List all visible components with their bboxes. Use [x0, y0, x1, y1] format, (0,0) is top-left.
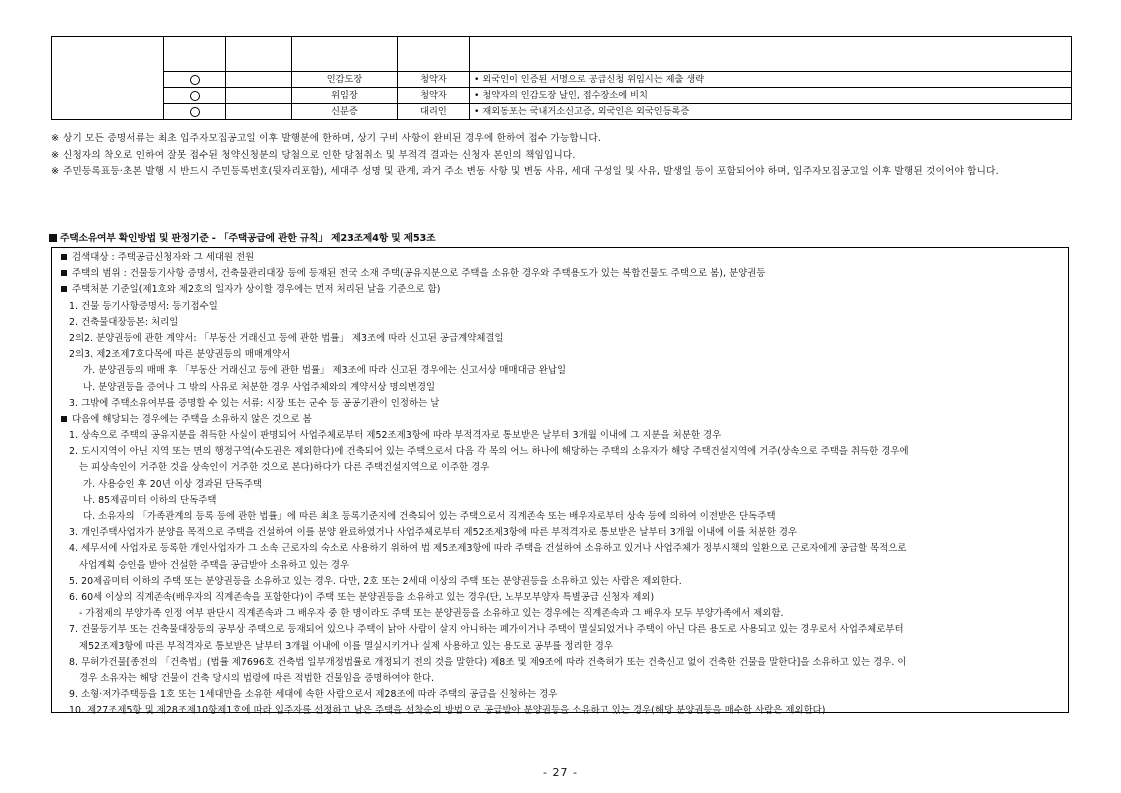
note-item — [51, 131, 1073, 148]
table-cell — [52, 88, 164, 104]
doc-applicant: 대리인 — [398, 104, 470, 120]
criteria-text: 1. 건물 등기사항증명서: 등기접수일 — [69, 300, 218, 312]
reference-mark: ※ — [51, 149, 60, 161]
criteria-line — [61, 541, 1062, 557]
square-bullet-icon — [49, 234, 57, 242]
criteria-text: 5. 20제곱미터 이하의 주택 또는 분양권등을 소유하고 있는 경우. 다만, 2호 또는 2세대 이상의 주택 또는 분양권등을 소유하고 있는 사람은 제외한다. — [69, 575, 682, 587]
note-item — [51, 164, 1073, 181]
table-row — [52, 104, 1072, 120]
criteria-line — [61, 396, 1062, 412]
criteria-line — [61, 380, 1062, 396]
criteria-text: 8. 무허가건물[종전의 「건축법」(법률 제7696호 건축법 일부개정법률로 개정되기 전의 것을 말한다) 제8조 및 제9조에 따라 건축허가 또는 건축신고 없이 건축한 건물을 말한다]을 소유하고 있는 경우. 이 — [69, 656, 907, 668]
criteria-text: 다. 소유자의 「가족관계의 등록 등에 관한 법률」에 따른 최초 등록기준지에 건축되어 있는 주택으로서 직계존속 또는 배우자로부터 상속 등에 의하여 이전받은 단독주택 — [83, 511, 776, 522]
criteria-text: 검색대상 : 주택공급신청자와 그 세대원 전원 — [72, 252, 255, 263]
required-circle-icon — [190, 75, 200, 85]
criteria-text: 6. 60세 이상의 직계존속(배우자의 직계존속을 포함한다)이 주택 또는 분양권등을 소유하고 있는 경우(단, 노부모부양자 특별공급 신청자 제외) — [69, 591, 655, 603]
page-number: - 27 - — [543, 766, 578, 779]
table-cell — [164, 37, 226, 72]
criteria-text: 주택의 범위 : 건물등기사항 증명서, 건축물관리대장 등에 등재된 전국 소재 주택(공유지분으로 주택을 소유한 경우와 주택용도가 있는 복합건물도 주택으로 봄), 분양권등 — [72, 268, 766, 280]
table-cell — [292, 37, 398, 72]
criteria-line — [61, 460, 1062, 476]
criteria-line — [61, 687, 1062, 703]
required-documents-table — [51, 36, 1072, 120]
criteria-line — [61, 622, 1062, 638]
criteria-text: 사업계획 승인을 받아 건설한 주택을 공급받아 소유하고 있는 경우 — [79, 559, 350, 571]
table-cell — [52, 72, 164, 88]
table-cell — [164, 88, 226, 104]
criteria-text: 3. 개인주택사업자가 분양을 목적으로 주택을 건설하여 이를 분양 완료하였거나 사업주체로부터 제52조제3항에 따른 부적격자로 통보받은 날부터 3개월 이내에 이를 처분한 경우 — [69, 527, 798, 539]
criteria-line — [61, 639, 1062, 655]
criteria-line — [61, 558, 1062, 574]
criteria-heading-line — [61, 250, 1062, 266]
criteria-text: 7. 건물등기부 또는 건축물대장등의 공부상 주택으로 등재되어 있으나 주택이 낡아 사람이 살지 아니하는 폐가이거나 주택이 멸실되었거나 주택이 아닌 다른 용도로 사용되고 있는 경우로서 사업주체로부터 — [69, 624, 904, 636]
doc-name: 신분증 — [292, 104, 398, 120]
criteria-text: 다음에 해당되는 경우에는 주택을 소유하지 않은 것으로 봄 — [72, 413, 312, 425]
required-circle-icon — [190, 91, 200, 101]
table-cell — [226, 72, 292, 88]
criteria-line — [61, 525, 1062, 541]
note-text: 신청자의 착오로 인하여 잘못 접수된 청약신청분의 당첨으로 인한 당첨취소 및 부적격 결과는 신청자 본인의 책임입니다. — [63, 149, 576, 161]
table-row — [52, 88, 1072, 104]
doc-applicant: 청약자 — [398, 88, 470, 104]
criteria-text: 제52조제3항에 따른 부적격자로 통보받은 날부터 3개월 이내에 이를 멸실시키거나 실제 사용하고 있는 용도로 공부를 정리한 경우 — [79, 640, 613, 652]
criteria-text: 가. 사용승인 후 20년 이상 경과된 단독주택 — [83, 478, 262, 490]
criteria-text: 는 피상속인이 거주한 것을 상속인이 거주한 것으로 본다)하다가 다른 주택건설지역으로 이주한 경우 — [79, 462, 490, 474]
criteria-text: 2. 건축물대장등본: 처리일 — [69, 316, 179, 328]
criteria-line — [61, 574, 1062, 590]
criteria-line — [61, 444, 1062, 460]
criteria-text: 나. 85제곱미터 이하의 단독주택 — [83, 494, 217, 506]
square-bullet-icon — [61, 254, 67, 260]
section-heading-text: 주택소유여부 확인방법 및 판정기준 - 「주택공급에 관한 규칙」 제23조제4항 및 제53조 — [60, 233, 436, 244]
square-bullet-icon — [61, 416, 67, 422]
criteria-text: 경우 소유자는 해당 건물이 건축 당시의 법령에 따른 적법한 건물임을 증명하여야 한다. — [79, 672, 435, 684]
note-text: 상기 모든 증명서류는 최초 입주자모집공고일 이후 발행분에 한하며, 상기 구비 사항이 완비된 경우에 한하여 접수 가능합니다. — [63, 133, 602, 144]
criteria-line — [61, 299, 1062, 315]
reference-mark: ※ — [51, 133, 60, 144]
criteria-line — [61, 655, 1062, 671]
criteria-line — [61, 671, 1062, 687]
criteria-text: 나. 분양권등을 증여나 그 밖의 사유로 처분한 경우 사업주체와의 계약서상 명의변경일 — [83, 381, 436, 393]
criteria-heading-line — [61, 282, 1062, 298]
square-bullet-icon — [61, 286, 67, 292]
criteria-heading-line — [61, 266, 1062, 282]
criteria-heading-line — [61, 412, 1062, 428]
criteria-box — [51, 247, 1069, 717]
criteria-text: 3. 그밖에 주택소유여부를 증명할 수 있는 서류: 시장 또는 군수 등 공공기관이 인정하는 날 — [69, 397, 440, 409]
table-cell — [226, 37, 292, 72]
doc-applicant: 청약자 — [398, 72, 470, 88]
table-row — [52, 37, 1072, 72]
table-cell — [164, 72, 226, 88]
criteria-text: 2. 도시지역이 아닌 지역 또는 면의 행정구역(수도권은 제외한다)에 건축되어 있는 주택으로서 다음 각 목의 어느 하나에 해당하는 주택의 소유자가 해당 주택건설지역에 거주(상속으로 주택을 취득한 경우에 — [69, 446, 909, 458]
table-cell — [226, 104, 292, 120]
notes-block — [51, 131, 1073, 181]
criteria-line — [61, 363, 1062, 379]
table-row — [52, 72, 1072, 88]
square-bullet-icon — [61, 270, 67, 276]
table-cell — [398, 37, 470, 72]
required-circle-icon — [190, 107, 200, 117]
table-cell — [226, 88, 292, 104]
criteria-text: 1. 상속으로 주택의 공유지분을 취득한 사실이 판명되어 사업주체로부터 제52조제3항에 따라 부적격자로 통보받은 날부터 3개월 이내에 그 지분을 처분한 경우 — [69, 430, 722, 442]
criteria-line — [61, 428, 1062, 444]
criteria-line — [61, 493, 1062, 509]
table-cell — [470, 37, 1072, 72]
doc-name: 위임장 — [292, 88, 398, 104]
doc-note: • 재외동포는 국내거소신고증, 외국인은 외국인등록증 — [470, 104, 1072, 120]
criteria-text: 주택처분 기준일(제1호와 제2호의 일자가 상이할 경우에는 먼저 처리된 날을 기준으로 함) — [72, 284, 441, 296]
note-item — [51, 148, 1073, 165]
table-cell — [164, 104, 226, 120]
section-heading — [49, 230, 435, 244]
criteria-text: - 가점제의 부양가족 인정 여부 판단시 직계존속과 그 배우자 중 한 명이라도 주택 또는 분양권등을 소유하고 있는 경우에는 직계존속과 그 배우자 모두 부양가족에서 제외함. — [79, 608, 784, 620]
doc-note: • 청약자의 인감도장 날인, 접수장소에 비치 — [470, 88, 1072, 104]
table-cell — [52, 37, 164, 72]
criteria-text: 9. 소형·저가주택등을 1호 또는 1세대만을 소유한 세대에 속한 사람으로서 제28조에 따라 주택의 공급을 신청하는 경우 — [69, 689, 558, 701]
criteria-line — [61, 703, 1062, 719]
criteria-text: 2의3. 제2조제7호다목에 따른 분양권등의 매매계약서 — [69, 349, 291, 361]
note-text: 주민등록표등·초본 발행 시 반드시 주민등록번호(뒷자리포함), 세대주 성명 및 관계, 과거 주소 변동 사항 및 변동 사유, 세대 구성일 및 사유, 발생일 등이 포함되어야 하며, 입주자모집공고일 이후 발행된 것이어야 합니다. — [63, 166, 999, 177]
reference-mark: ※ — [51, 166, 60, 177]
criteria-line — [61, 331, 1062, 347]
criteria-text: 10. 제27조제5항 및 제28조제10항제1호에 따라 입주자를 선정하고 남은 주택을 선착순의 방법으로 공급받아 분양권등을 소유하고 있는 경우(해당 분양권등을 매수한 사람은 제외한다) — [69, 705, 826, 717]
criteria-line — [61, 477, 1062, 493]
criteria-line — [61, 606, 1062, 622]
criteria-line — [61, 509, 1062, 525]
doc-note: • 외국인이 인증된 서명으로 공급신청 위임시는 제출 생략 — [470, 72, 1072, 88]
table-cell — [52, 104, 164, 120]
criteria-text: 4. 세무서에 사업자로 등록한 개인사업자가 그 소속 근로자의 숙소로 사용하기 위하여 법 제5조제3항에 따라 주택을 건설하여 소유하고 있거나 사업주체가 정부시책의 일환으로 근로자에게 공급할 목적으로 — [69, 543, 907, 555]
criteria-text: 2의2. 분양권등에 관한 계약서: 「부동산 거래신고 등에 관한 법률」 제3조에 따라 신고된 공급계약체결일 — [69, 332, 504, 344]
criteria-text: 가. 분양권등의 매매 후 「부동산 거래신고 등에 관한 법률」 제3조에 따라 신고된 경우에는 신고서상 매매대금 완납일 — [83, 365, 567, 377]
criteria-line — [61, 590, 1062, 606]
doc-name: 인감도장 — [292, 72, 398, 88]
criteria-line — [61, 315, 1062, 331]
criteria-line — [61, 347, 1062, 363]
